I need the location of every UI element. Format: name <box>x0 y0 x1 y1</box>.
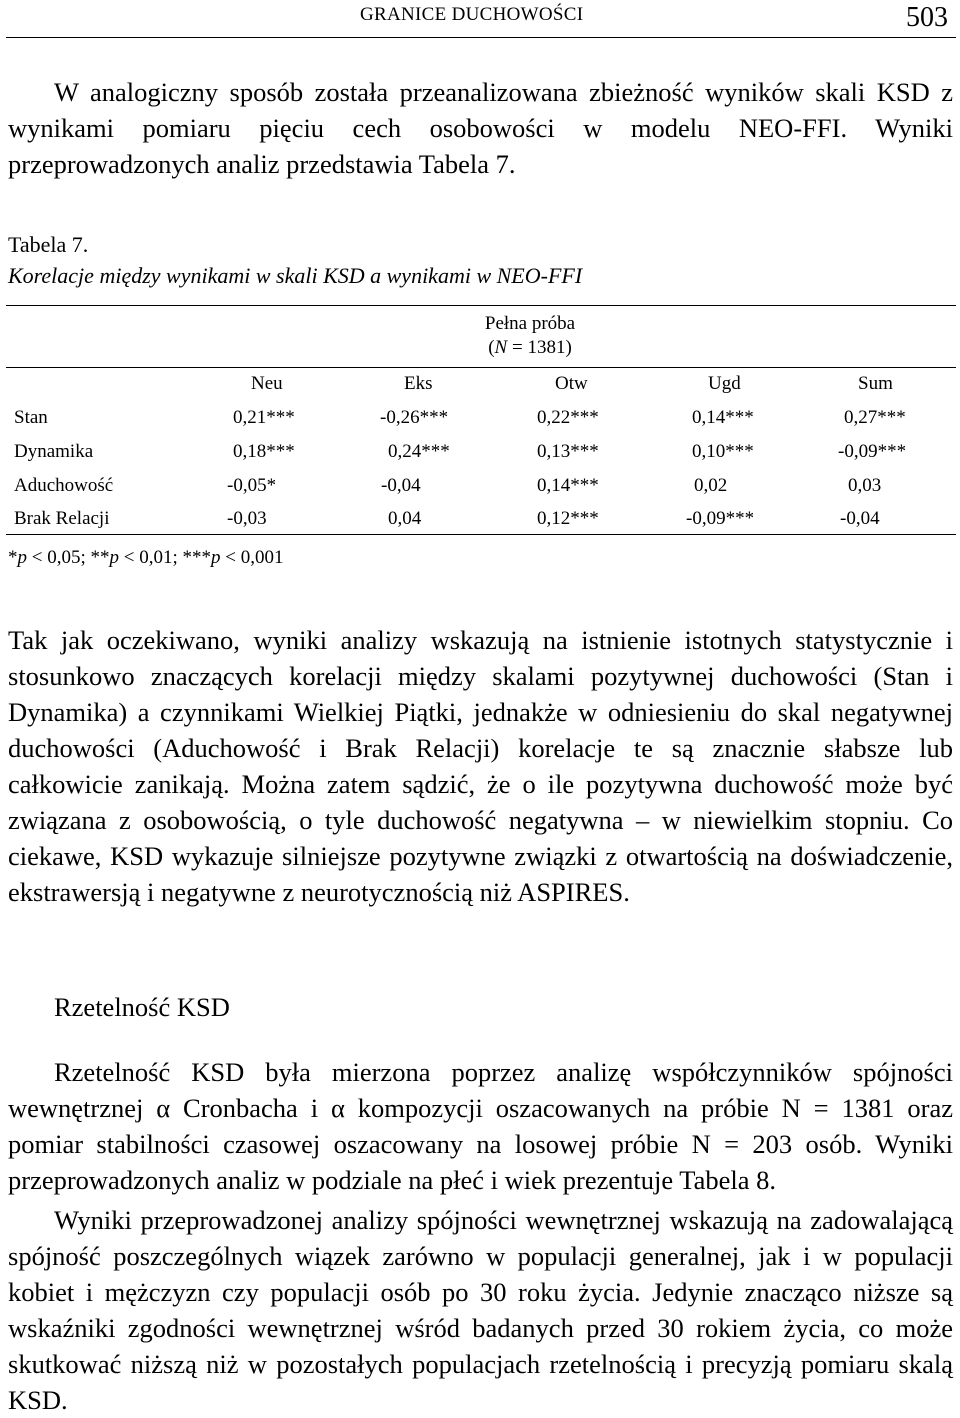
page-number: 503 <box>906 2 948 33</box>
table-cell: 0,03 <box>848 475 882 496</box>
reliability-paragraph-2: Wyniki przeprowadzonej analizy spójności wewnętrznej wskazują na zadowalającą spójność poszczególnych wiązek zarówno w populacji generalnej, jak i w populacji kobiet i mężczyzn czy populacji osób po 30 roku życia. Jedynie znacząco niższe są wskaźniki zgodności wewnętrznej wśród badanych przed 30 rokiem życia, co może skutkować niższą niż w pozostałych populacjach rzetelnością i precyzją pomiaru skalą KSD. <box>8 1205 953 1415</box>
table-cell: 0,14*** <box>537 475 599 496</box>
table-cell: -0,09*** <box>686 508 755 529</box>
column-header-ugd: Ugd <box>708 373 741 394</box>
footnote-p: p <box>17 547 27 568</box>
table-cell: -0,26*** <box>380 407 449 428</box>
table-header-rule <box>6 367 956 368</box>
table-cell: 0,22*** <box>537 407 599 428</box>
footnote-text: < 0,01; *** <box>119 547 211 568</box>
header-rule <box>6 37 956 38</box>
table-cell: -0,05* <box>227 475 277 496</box>
table-cell: 0,27*** <box>844 407 906 428</box>
intro-paragraph: W analogiczny sposób została przeanalizowana zbieżność wyników skali KSD z wynikami pomiaru pięciu cech osobowości w modelu NEO-FFI. Wyniki przeprowadzonych analiz przedstawia Tabela 7. <box>8 77 953 179</box>
table-bottom-rule <box>6 534 956 535</box>
sample-header-line2 <box>430 336 630 360</box>
table-label: Tabela 7. <box>8 232 89 257</box>
table-cell: 0,02 <box>694 475 728 496</box>
column-header-eks: Eks <box>404 373 433 394</box>
table-caption: Korelacje między wynikami w skali KSD a wynikami w NEO-FFI <box>8 263 583 288</box>
column-header-otw: Otw <box>555 373 588 394</box>
table-cell: -0,04 <box>840 508 880 529</box>
footnote-p: p <box>211 547 221 568</box>
table-footnote <box>8 546 283 570</box>
table-row-label: Aduchowość <box>14 475 114 496</box>
table-cell: 0,04 <box>388 508 422 529</box>
table-row-label: Dynamika <box>14 441 94 462</box>
table-cell: 0,10*** <box>692 441 754 462</box>
table-cell: 0,14*** <box>692 407 754 428</box>
column-header-neu: Neu <box>251 373 283 394</box>
footnote-text: < 0,05; ** <box>27 547 110 568</box>
sample-header-line1: Pełna próba <box>484 313 576 334</box>
table-cell: 0,18*** <box>233 441 295 462</box>
table-row-label: Brak Relacji <box>14 508 110 529</box>
running-title: GRANICE DUCHOWOŚCI <box>360 4 584 25</box>
footnote-p: p <box>109 547 119 568</box>
table-cell: -0,09*** <box>838 441 907 462</box>
table-top-rule <box>6 305 956 306</box>
footnote-star: * <box>8 547 18 568</box>
section-title: Rzetelność KSD <box>54 992 230 1022</box>
sample-paren-open: ( <box>488 337 495 358</box>
column-header-sum: Sum <box>858 373 893 394</box>
reliability-paragraph-1: Rzetelność KSD była mierzona poprzez analizę współczynników spójności wewnętrznej α Cronbacha i α kompozycji oszacowanych na próbie N = 1381 oraz pomiar stabilności czasowej oszacowany na losowej próbie N = 203 osób. Wyniki przeprowadzonych analiz w podziale na płeć i wiek prezentuje Tabela 8. <box>8 1057 953 1195</box>
sample-header <box>430 312 630 360</box>
footnote-text: < 0,001 <box>220 547 284 568</box>
table-row-label: Stan <box>14 407 48 428</box>
table-cell: 0,24*** <box>388 441 450 462</box>
table-cell: 0,12*** <box>537 508 599 529</box>
table-cell: -0,03 <box>227 508 267 529</box>
table-cell: -0,04 <box>381 475 421 496</box>
sample-n: N <box>494 337 508 358</box>
table-cell: 0,21*** <box>233 407 295 428</box>
discussion-paragraph: Tak jak oczekiwano, wyniki analizy wskazują na istnienie istotnych statystycznie i stosunkowo znaczących korelacji między skalami pozytywnej duchowości (Stan i Dynamika) a czynnikami Wielkiej Piątki, jednakże w odniesieniu do skal negatywnej duchowości (Aduchowość i Brak Relacji) korelacje te są znacznie słabsze lub całkowicie zanikają. Można zatem sądzić, że o ile pozytywna duchowość może być związana z osobowością, o tyle duchowość negatywna – w niewielkim stopniu. Co ciekawe, KSD wykazuje silniejsze pozytywne związki z otwartością na doświadczenie, ekstrawersją i negatywne z neurotycznością niż ASPIRES. <box>8 625 953 907</box>
sample-n-value: = 1381) <box>507 337 572 358</box>
table-cell: 0,13*** <box>537 441 599 462</box>
running-head <box>0 0 960 36</box>
